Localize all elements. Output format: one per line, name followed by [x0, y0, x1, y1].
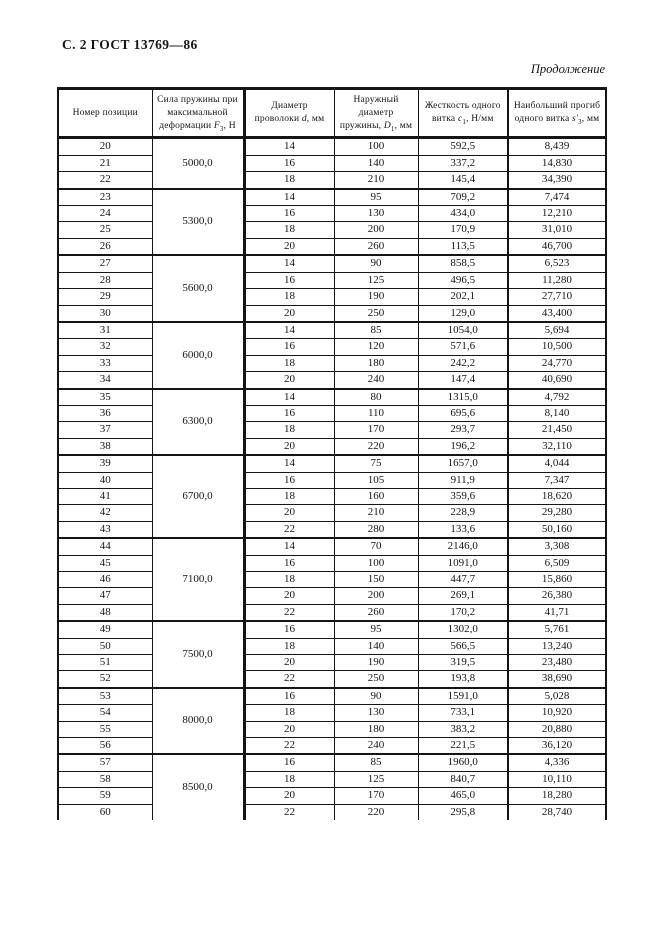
cell-max-deflection-per-coil: 4,336 [508, 754, 606, 771]
table-row [58, 206, 606, 222]
cell-max-deflection-per-coil: 5,761 [508, 621, 606, 638]
cell-outer-diameter: 100 [334, 555, 418, 571]
cell-max-deflection-per-coil: 10,920 [508, 705, 606, 721]
cell-force: 8000,0 [152, 688, 244, 755]
cell-force: 6300,0 [152, 389, 244, 456]
table-row [58, 488, 606, 504]
cell-max-deflection-per-coil: 40,690 [508, 372, 606, 389]
table-row [58, 438, 606, 455]
page-header-text: С. 2 ГОСТ 13769—86 [62, 37, 198, 52]
cell-max-deflection-per-coil: 7,474 [508, 189, 606, 206]
cell-max-deflection-per-coil: 24,770 [508, 355, 606, 371]
column-header-outer-diameter-unit: , мм [394, 120, 413, 131]
cell-position: 52 [58, 671, 152, 688]
cell-position: 48 [58, 604, 152, 621]
cell-position: 20 [58, 138, 152, 155]
cell-wire-diameter: 18 [244, 222, 334, 238]
cell-outer-diameter: 100 [334, 138, 418, 155]
cell-stiffness-per-coil: 1054,0 [418, 322, 508, 339]
cell-max-deflection-per-coil: 4,792 [508, 389, 606, 406]
cell-position: 23 [58, 189, 152, 206]
cell-max-deflection-per-coil: 29,280 [508, 505, 606, 521]
column-header-deflection-symbol: s' [571, 114, 579, 125]
cell-max-deflection-per-coil: 38,690 [508, 671, 606, 688]
cell-force: 5300,0 [152, 189, 244, 256]
cell-wire-diameter: 18 [244, 771, 334, 787]
cell-position: 38 [58, 438, 152, 455]
table-row [58, 255, 606, 272]
cell-stiffness-per-coil: 1960,0 [418, 754, 508, 771]
cell-force: 5600,0 [152, 255, 244, 322]
cell-position: 37 [58, 422, 152, 438]
cell-stiffness-per-coil: 359,6 [418, 488, 508, 504]
cell-position: 30 [58, 305, 152, 322]
cell-outer-diameter: 180 [334, 721, 418, 737]
cell-position: 39 [58, 455, 152, 472]
cell-stiffness-per-coil: 319,5 [418, 655, 508, 671]
cell-force: 5000,0 [152, 138, 244, 189]
cell-wire-diameter: 22 [244, 738, 334, 755]
table-row [58, 322, 606, 339]
cell-wire-diameter: 18 [244, 355, 334, 371]
cell-position: 53 [58, 688, 152, 705]
table-row [58, 355, 606, 371]
cell-wire-diameter: 16 [244, 688, 334, 705]
cell-outer-diameter: 130 [334, 705, 418, 721]
cell-stiffness-per-coil: 293,7 [418, 422, 508, 438]
cell-position: 28 [58, 272, 152, 288]
table-row [58, 155, 606, 171]
column-header-outer-diameter [334, 89, 418, 138]
cell-wire-diameter: 18 [244, 572, 334, 588]
cell-outer-diameter: 120 [334, 339, 418, 355]
cell-outer-diameter: 110 [334, 405, 418, 421]
table-row [58, 339, 606, 355]
cell-position: 58 [58, 771, 152, 787]
cell-outer-diameter: 220 [334, 438, 418, 455]
table-row [58, 721, 606, 737]
cell-stiffness-per-coil: 695,6 [418, 405, 508, 421]
cell-max-deflection-per-coil: 31,010 [508, 222, 606, 238]
column-header-stiffness-symbol: c [457, 114, 463, 125]
cell-position: 21 [58, 155, 152, 171]
cell-wire-diameter: 16 [244, 621, 334, 638]
cell-outer-diameter: 95 [334, 189, 418, 206]
table-row [58, 655, 606, 671]
cell-position: 36 [58, 405, 152, 421]
cell-max-deflection-per-coil: 21,450 [508, 422, 606, 438]
cell-position: 32 [58, 339, 152, 355]
cell-position: 42 [58, 505, 152, 521]
cell-outer-diameter: 90 [334, 255, 418, 272]
cell-force: 8500,0 [152, 754, 244, 820]
cell-position: 60 [58, 804, 152, 820]
cell-position: 43 [58, 521, 152, 538]
cell-position: 22 [58, 172, 152, 189]
cell-stiffness-per-coil: 1302,0 [418, 621, 508, 638]
cell-max-deflection-per-coil: 3,308 [508, 538, 606, 555]
cell-outer-diameter: 210 [334, 172, 418, 189]
cell-position: 44 [58, 538, 152, 555]
table-row [58, 138, 606, 155]
table-row [58, 688, 606, 705]
cell-wire-diameter: 14 [244, 389, 334, 406]
cell-stiffness-per-coil: 1657,0 [418, 455, 508, 472]
cell-max-deflection-per-coil: 12,210 [508, 206, 606, 222]
cell-stiffness-per-coil: 383,2 [418, 721, 508, 737]
cell-position: 46 [58, 572, 152, 588]
cell-max-deflection-per-coil: 36,120 [508, 738, 606, 755]
cell-max-deflection-per-coil: 6,509 [508, 555, 606, 571]
cell-position: 41 [58, 488, 152, 504]
cell-wire-diameter: 20 [244, 655, 334, 671]
table-header [58, 89, 606, 138]
cell-stiffness-per-coil: 170,2 [418, 604, 508, 621]
cell-wire-diameter: 18 [244, 488, 334, 504]
cell-stiffness-per-coil: 147,4 [418, 372, 508, 389]
cell-outer-diameter: 250 [334, 305, 418, 322]
table-row [58, 505, 606, 521]
table-row [58, 804, 606, 820]
cell-max-deflection-per-coil: 26,380 [508, 588, 606, 604]
cell-stiffness-per-coil: 228,9 [418, 505, 508, 521]
table-row [58, 389, 606, 406]
column-header-force-unit: , Н [223, 120, 236, 131]
cell-stiffness-per-coil: 496,5 [418, 272, 508, 288]
cell-max-deflection-per-coil: 5,694 [508, 322, 606, 339]
cell-outer-diameter: 200 [334, 588, 418, 604]
cell-force: 6000,0 [152, 322, 244, 389]
cell-wire-diameter: 16 [244, 555, 334, 571]
table-row [58, 272, 606, 288]
column-header-stiffness-unit: , Н/мм [466, 114, 494, 125]
cell-wire-diameter: 22 [244, 671, 334, 688]
cell-wire-diameter: 18 [244, 705, 334, 721]
cell-position: 31 [58, 322, 152, 339]
cell-wire-diameter: 18 [244, 172, 334, 189]
table-row [58, 788, 606, 804]
table-row [58, 621, 606, 638]
cell-position: 49 [58, 621, 152, 638]
cell-wire-diameter: 20 [244, 305, 334, 322]
table-row [58, 538, 606, 555]
column-header-force-subscript: 3 [219, 124, 224, 133]
cell-outer-diameter: 95 [334, 621, 418, 638]
cell-outer-diameter: 200 [334, 222, 418, 238]
cell-outer-diameter: 210 [334, 505, 418, 521]
table-body [58, 138, 606, 820]
cell-outer-diameter: 70 [334, 538, 418, 555]
cell-stiffness-per-coil: 733,1 [418, 705, 508, 721]
spring-parameters-table [57, 87, 607, 820]
table-row [58, 289, 606, 305]
cell-wire-diameter: 20 [244, 238, 334, 255]
column-header-deflection [508, 89, 606, 138]
cell-max-deflection-per-coil: 28,740 [508, 804, 606, 820]
cell-stiffness-per-coil: 337,2 [418, 155, 508, 171]
cell-wire-diameter: 18 [244, 638, 334, 654]
cell-position: 57 [58, 754, 152, 771]
cell-wire-diameter: 16 [244, 339, 334, 355]
cell-wire-diameter: 20 [244, 438, 334, 455]
cell-max-deflection-per-coil: 6,523 [508, 255, 606, 272]
cell-position: 45 [58, 555, 152, 571]
cell-max-deflection-per-coil: 50,160 [508, 521, 606, 538]
cell-outer-diameter: 80 [334, 389, 418, 406]
cell-position: 27 [58, 255, 152, 272]
cell-stiffness-per-coil: 295,8 [418, 804, 508, 820]
cell-max-deflection-per-coil: 32,110 [508, 438, 606, 455]
column-header-outer-diameter-text: Наружный диаметр пружины, [339, 95, 399, 131]
table-row [58, 638, 606, 654]
cell-wire-diameter: 14 [244, 538, 334, 555]
cell-outer-diameter: 140 [334, 155, 418, 171]
cell-max-deflection-per-coil: 4,044 [508, 455, 606, 472]
cell-outer-diameter: 85 [334, 754, 418, 771]
column-header-deflection-subscript: 3 [578, 118, 582, 127]
cell-outer-diameter: 130 [334, 206, 418, 222]
cell-stiffness-per-coil: 196,2 [418, 438, 508, 455]
cell-wire-diameter: 22 [244, 804, 334, 820]
table-row [58, 372, 606, 389]
cell-wire-diameter: 14 [244, 189, 334, 206]
cell-outer-diameter: 90 [334, 688, 418, 705]
cell-outer-diameter: 280 [334, 521, 418, 538]
cell-position: 33 [58, 355, 152, 371]
cell-stiffness-per-coil: 133,6 [418, 521, 508, 538]
cell-wire-diameter: 14 [244, 322, 334, 339]
cell-position: 50 [58, 638, 152, 654]
cell-wire-diameter: 20 [244, 721, 334, 737]
cell-outer-diameter: 140 [334, 638, 418, 654]
column-header-force [152, 89, 244, 138]
continuation-label: Продолжение [530, 62, 605, 76]
cell-outer-diameter: 190 [334, 289, 418, 305]
table-row [58, 754, 606, 771]
cell-wire-diameter: 22 [244, 521, 334, 538]
column-header-wire-diameter-symbol: d [301, 114, 307, 125]
cell-wire-diameter: 16 [244, 754, 334, 771]
column-header-deflection-unit: , мм [581, 114, 600, 125]
cell-stiffness-per-coil: 242,2 [418, 355, 508, 371]
table-row [58, 771, 606, 787]
table-row [58, 422, 606, 438]
cell-stiffness-per-coil: 709,2 [418, 189, 508, 206]
cell-outer-diameter: 240 [334, 738, 418, 755]
cell-outer-diameter: 125 [334, 771, 418, 787]
cell-max-deflection-per-coil: 18,620 [508, 488, 606, 504]
column-header-outer-diameter-symbol: D [383, 120, 391, 131]
cell-outer-diameter: 150 [334, 572, 418, 588]
cell-max-deflection-per-coil: 14,830 [508, 155, 606, 171]
cell-position: 51 [58, 655, 152, 671]
cell-max-deflection-per-coil: 23,480 [508, 655, 606, 671]
cell-wire-diameter: 20 [244, 588, 334, 604]
cell-stiffness-per-coil: 1315,0 [418, 389, 508, 406]
table-row [58, 588, 606, 604]
column-header-wire-diameter [244, 89, 334, 138]
cell-stiffness-per-coil: 592,5 [418, 138, 508, 155]
cell-wire-diameter: 14 [244, 455, 334, 472]
table-row [58, 172, 606, 189]
cell-stiffness-per-coil: 269,1 [418, 588, 508, 604]
cell-stiffness-per-coil: 113,5 [418, 238, 508, 255]
cell-max-deflection-per-coil: 7,347 [508, 472, 606, 488]
table-row [58, 604, 606, 621]
cell-wire-diameter: 16 [244, 472, 334, 488]
column-header-deflection-text: Наибольший прогиб одного витка [513, 101, 601, 125]
cell-position: 56 [58, 738, 152, 755]
cell-outer-diameter: 190 [334, 655, 418, 671]
cell-stiffness-per-coil: 434,0 [418, 206, 508, 222]
cell-outer-diameter: 170 [334, 422, 418, 438]
table-row [58, 189, 606, 206]
cell-stiffness-per-coil: 911,9 [418, 472, 508, 488]
column-header-force-symbol: F [213, 120, 220, 131]
cell-max-deflection-per-coil: 15,860 [508, 572, 606, 588]
cell-wire-diameter: 16 [244, 155, 334, 171]
cell-stiffness-per-coil: 566,5 [418, 638, 508, 654]
table-row [58, 238, 606, 255]
cell-force: 7100,0 [152, 538, 244, 621]
cell-max-deflection-per-coil: 8,140 [508, 405, 606, 421]
cell-outer-diameter: 260 [334, 604, 418, 621]
cell-outer-diameter: 180 [334, 355, 418, 371]
cell-wire-diameter: 16 [244, 206, 334, 222]
cell-max-deflection-per-coil: 5,028 [508, 688, 606, 705]
cell-wire-diameter: 16 [244, 405, 334, 421]
cell-stiffness-per-coil: 465,0 [418, 788, 508, 804]
table-row [58, 405, 606, 421]
cell-stiffness-per-coil: 193,8 [418, 671, 508, 688]
cell-wire-diameter: 20 [244, 372, 334, 389]
cell-max-deflection-per-coil: 46,700 [508, 238, 606, 255]
cell-stiffness-per-coil: 840,7 [418, 771, 508, 787]
cell-outer-diameter: 240 [334, 372, 418, 389]
cell-max-deflection-per-coil: 13,240 [508, 638, 606, 654]
cell-max-deflection-per-coil: 41,71 [508, 604, 606, 621]
cell-max-deflection-per-coil: 10,500 [508, 339, 606, 355]
cell-outer-diameter: 105 [334, 472, 418, 488]
cell-max-deflection-per-coil: 18,280 [508, 788, 606, 804]
column-header-force-text: Сила пружины при максимальной деформации [157, 95, 238, 131]
table-row [58, 521, 606, 538]
table-row [58, 555, 606, 571]
cell-position: 26 [58, 238, 152, 255]
cell-wire-diameter: 14 [244, 138, 334, 155]
cell-stiffness-per-coil: 145,4 [418, 172, 508, 189]
cell-stiffness-per-coil: 858,5 [418, 255, 508, 272]
cell-position: 34 [58, 372, 152, 389]
cell-wire-diameter: 16 [244, 272, 334, 288]
cell-max-deflection-per-coil: 11,280 [508, 272, 606, 288]
cell-position: 35 [58, 389, 152, 406]
cell-position: 55 [58, 721, 152, 737]
cell-max-deflection-per-coil: 10,110 [508, 771, 606, 787]
cell-stiffness-per-coil: 571,6 [418, 339, 508, 355]
cell-stiffness-per-coil: 202,1 [418, 289, 508, 305]
cell-outer-diameter: 250 [334, 671, 418, 688]
cell-position: 29 [58, 289, 152, 305]
column-header-stiffness [418, 89, 508, 138]
cell-position: 24 [58, 206, 152, 222]
cell-stiffness-per-coil: 447,7 [418, 572, 508, 588]
table-row [58, 705, 606, 721]
cell-outer-diameter: 170 [334, 788, 418, 804]
cell-wire-diameter: 18 [244, 422, 334, 438]
column-header-stiffness-subscript: 1 [462, 118, 467, 127]
cell-stiffness-per-coil: 1091,0 [418, 555, 508, 571]
cell-stiffness-per-coil: 221,5 [418, 738, 508, 755]
cell-force: 7500,0 [152, 621, 244, 688]
table-row [58, 305, 606, 322]
cell-max-deflection-per-coil: 34,390 [508, 172, 606, 189]
cell-outer-diameter: 260 [334, 238, 418, 255]
cell-stiffness-per-coil: 129,0 [418, 305, 508, 322]
cell-outer-diameter: 220 [334, 804, 418, 820]
table-row [58, 738, 606, 755]
cell-position: 25 [58, 222, 152, 238]
cell-outer-diameter: 160 [334, 488, 418, 504]
cell-outer-diameter: 75 [334, 455, 418, 472]
column-header-outer-diameter-subscript: 1 [390, 124, 395, 133]
cell-stiffness-per-coil: 1591,0 [418, 688, 508, 705]
cell-position: 40 [58, 472, 152, 488]
column-header-wire-diameter-unit: , мм [306, 114, 325, 125]
cell-max-deflection-per-coil: 27,710 [508, 289, 606, 305]
table-row [58, 455, 606, 472]
cell-max-deflection-per-coil: 8,439 [508, 138, 606, 155]
cell-stiffness-per-coil: 170,9 [418, 222, 508, 238]
table-row [58, 222, 606, 238]
cell-outer-diameter: 125 [334, 272, 418, 288]
column-header-position-label: Номер позиции [72, 107, 138, 118]
cell-outer-diameter: 85 [334, 322, 418, 339]
cell-wire-diameter: 20 [244, 788, 334, 804]
table-row [58, 671, 606, 688]
column-header-stiffness-text: Жесткость одного витка [424, 101, 501, 125]
cell-position: 54 [58, 705, 152, 721]
table-row [58, 472, 606, 488]
table-row [58, 572, 606, 588]
cell-wire-diameter: 20 [244, 505, 334, 521]
cell-max-deflection-per-coil: 20,880 [508, 721, 606, 737]
cell-wire-diameter: 14 [244, 255, 334, 272]
cell-max-deflection-per-coil: 43,400 [508, 305, 606, 322]
cell-wire-diameter: 22 [244, 604, 334, 621]
cell-wire-diameter: 18 [244, 289, 334, 305]
cell-force: 6700,0 [152, 455, 244, 538]
cell-position: 59 [58, 788, 152, 804]
cell-stiffness-per-coil: 2146,0 [418, 538, 508, 555]
column-header-wire-diameter-text: Диаметр проволоки [254, 101, 308, 125]
cell-position: 47 [58, 588, 152, 604]
column-header-position [58, 89, 152, 138]
